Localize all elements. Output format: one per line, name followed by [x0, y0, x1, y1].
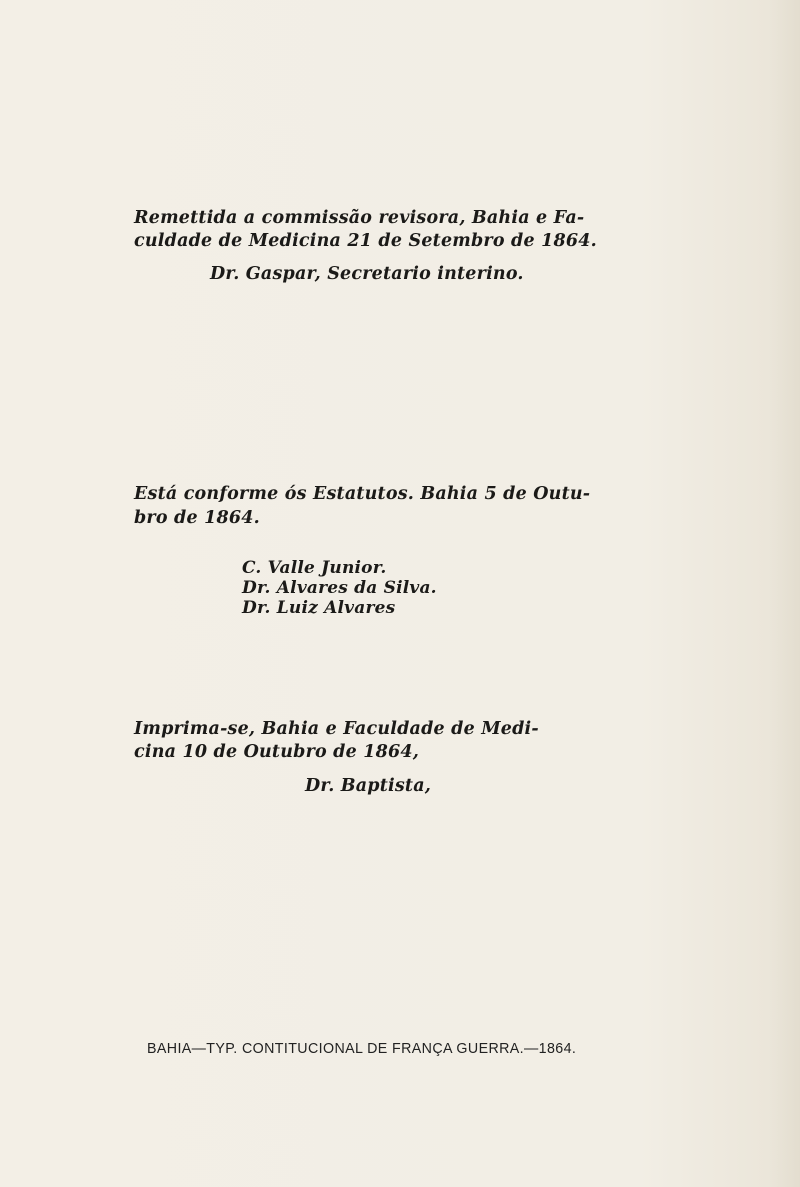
imprima-line-1: Imprima-se, Bahia e Faculdade de Medi- [134, 719, 539, 739]
conforme-line-2: bro de 1864. [134, 508, 260, 528]
conforme-signatory: C. Valle Junior. [242, 558, 387, 578]
remessa-signature: Dr. Gaspar, Secretario interino. [210, 264, 524, 284]
remessa-line-2: culdade de Medicina 21 de Setembro de 1864. [134, 231, 597, 251]
conforme-line-1: Está conforme ós Estatutos. Bahia 5 de Outu- [134, 484, 591, 504]
conforme-signatory: Dr. Alvares da Silva. [242, 578, 437, 598]
remessa-line-1: Remettida a commissão revisora, Bahia e Fa- [134, 208, 585, 228]
imprima-line-2: cina 10 de Outubro de 1864, [134, 742, 420, 762]
imprima-signature: Dr. Baptista, [305, 776, 432, 796]
printer-imprint: BAHIA—TYP. CONTITUCIONAL DE FRANÇA GUERRA.—1864. [147, 1040, 577, 1057]
conforme-signatory: Dr. Luiz Alvares [242, 598, 396, 618]
